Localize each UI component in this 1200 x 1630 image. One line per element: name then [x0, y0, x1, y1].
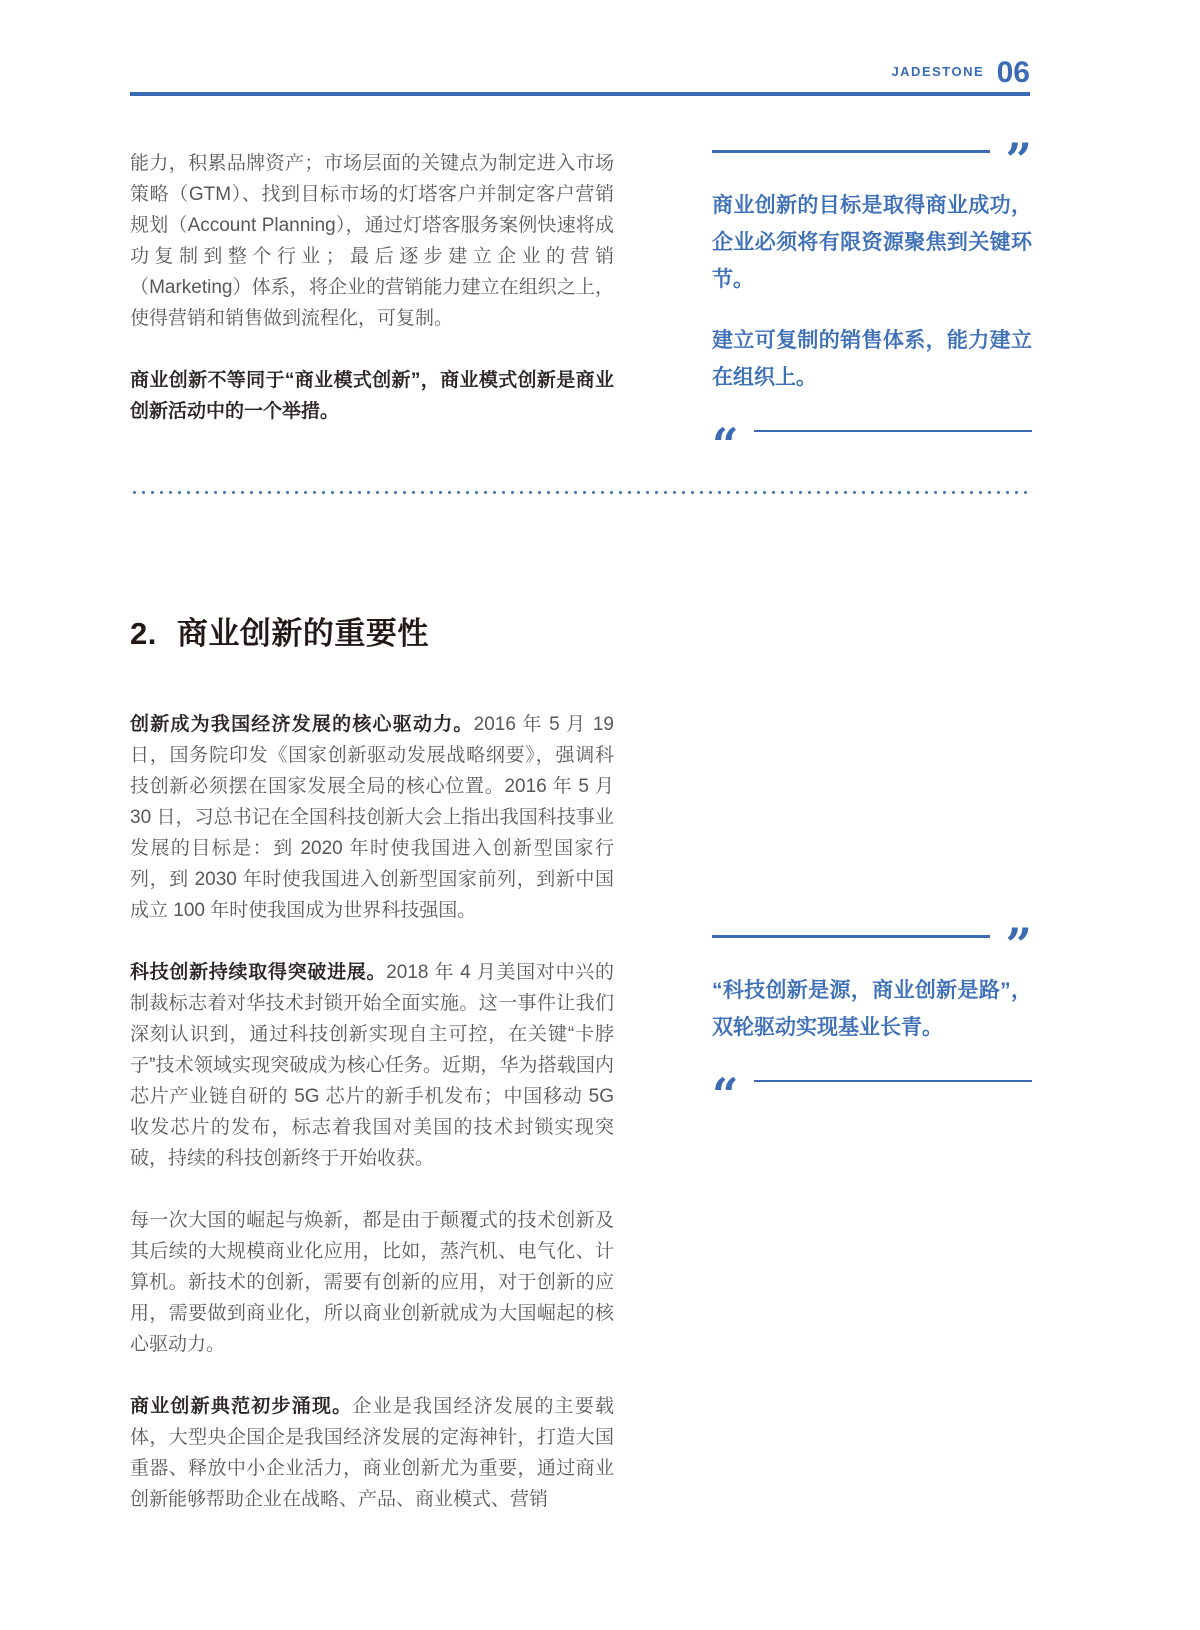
brand-text: JADESTONE	[891, 64, 985, 79]
quote-rule	[754, 1080, 1032, 1083]
quote-rule	[754, 430, 1032, 433]
header-rule	[130, 92, 1030, 96]
quote-line: 建立可复制的销售体系，能力建立在组织上。	[712, 328, 1032, 389]
quote-top-row: ”	[712, 150, 1032, 153]
quote-text	[712, 187, 1032, 396]
pull-quote-1	[712, 133, 1032, 472]
paragraph	[130, 1205, 614, 1360]
paragraph-bold: 商业创新不等同于“商业模式创新”，商业模式创新是商业创新活动中的一个举措。	[130, 370, 614, 422]
dotted-separator	[130, 490, 1030, 495]
paragraph	[130, 709, 614, 926]
paragraph-lead: 商业创新典范初步涌现。	[130, 1396, 353, 1417]
paragraph-lead: 创新成为我国经济发展的核心驱动力。	[130, 714, 474, 735]
section-heading	[130, 608, 614, 653]
paragraph-body: 每一次大国的崛起与焕新，都是由于颠覆式的技术创新及其后续的大规模商业化应用，比如，蒸汽机、电气化、计算机。新技术的创新，需要有创新的应用，对于创新的应用，需要做到商业化，所以商业创新就成为大国崛起的核心驱动力。	[130, 1210, 614, 1355]
paragraph-lead: 科技创新持续取得突破进展。	[130, 962, 387, 983]
quote-text	[712, 972, 1032, 1046]
left-column	[130, 148, 614, 458]
paragraph: 能力，积累品牌资产；市场层面的关键点为制定进入市场策略（GTM）、找到目标市场的灯塔客户并制定客户营销规划（Account Planning），通过灯塔客服务案例快速将成功复制到整个行业；最后逐步建立企业的营销（Marketing）体系，将企业的营销能力建立在组织之上，使得营销和销售做到流程化，可复制。	[130, 153, 614, 329]
paragraph-body: 2016 年 5 月 19 日，国务院印发《国家创新驱动发展战略纲要》，强调科技创新必须摆在国家发展全局的核心位置。2016 年 5 月 30 日，习总书记在全国科技创新大会上指出我国科技事业发展的目标是：到 2020 年时使我国进入创新型国家行列，到 2030 年时使我国进入创新型国家前列，到新中国成立 100 年时使我国成为世界科技强国。	[130, 714, 614, 921]
paragraph	[130, 1391, 614, 1515]
quote-bottom-row: “	[712, 430, 1032, 433]
page-header	[130, 56, 1030, 90]
paragraph-body: 企业是我国经济发展的主要载体，大型央企国企是我国经济发展的定海神针，打造大国重器、释放中小企业活力，商业创新尤为重要，通过商业创新能够帮助企业在战略、产品、商业模式、营销	[130, 1396, 614, 1510]
quote-top-row: ”	[712, 935, 1032, 938]
quote-rule	[712, 150, 990, 153]
quote-rule	[712, 935, 990, 938]
paragraph	[130, 957, 614, 1174]
quote-bottom-row: “	[712, 1080, 1032, 1083]
quote-line: 商业创新的目标是取得商业成功，企业必须将有限资源聚焦到关键环节。	[712, 193, 1032, 291]
section-heading-number: 2.	[130, 616, 157, 651]
section-heading-text: 商业创新的重要性	[176, 616, 429, 651]
paragraph-body: 2018 年 4 月美国对中兴的制裁标志着对华技术封锁开始全面实施。这一事件让我们深刻认识到，通过科技创新实现自主可控，在关键“卡脖子”技术领域实现突破成为核心任务。近期，华为搭载国内芯片产业链自研的 5G 芯片的新手机发布；中国移动 5G 收发芯片的发布，标志着我国对美国的技术封锁实现突破，持续的科技创新终于开始收获。	[130, 962, 614, 1169]
pull-quote-2	[712, 918, 1032, 1122]
page-number: 06	[996, 56, 1030, 89]
section-2	[130, 608, 614, 1546]
quote-line: “科技创新是源，商业创新是路”，双轮驱动实现基业长青。	[712, 978, 1032, 1039]
